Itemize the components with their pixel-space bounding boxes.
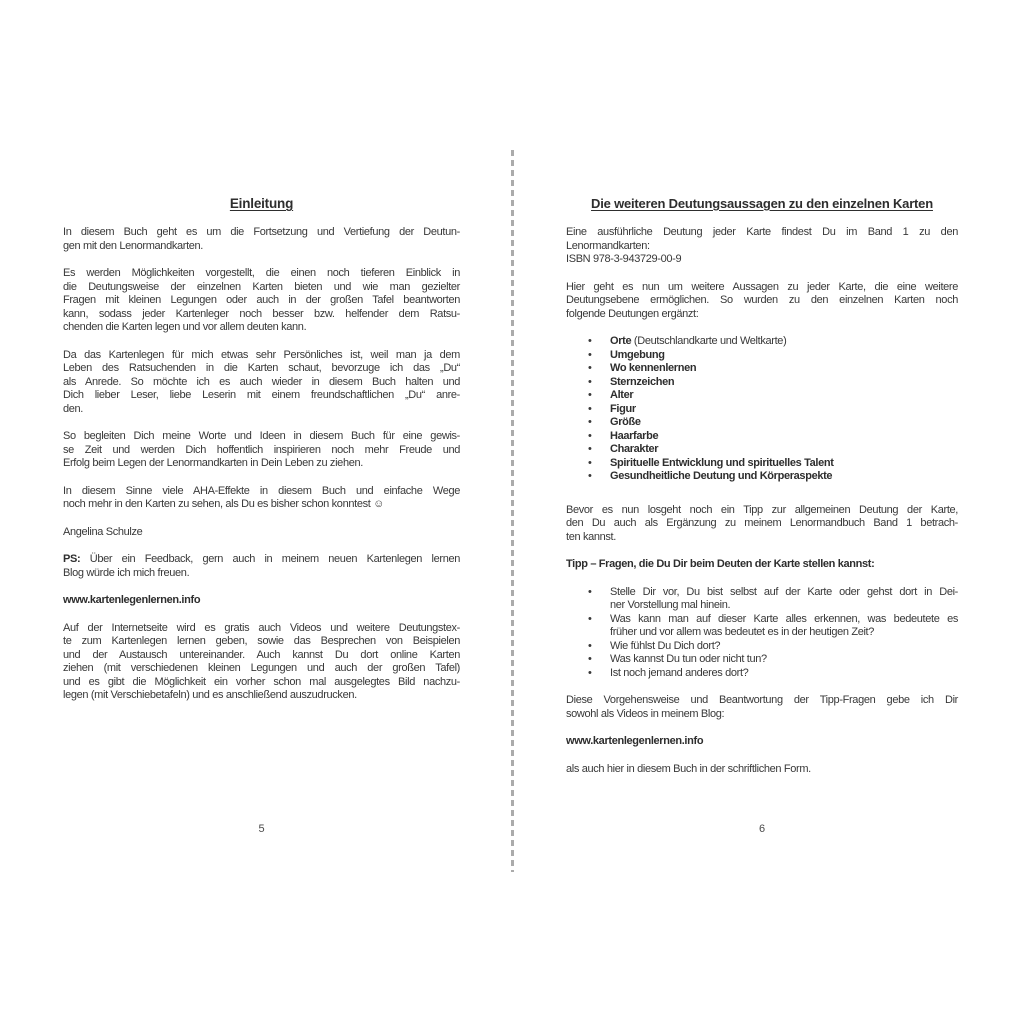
bullet-text	[610, 586, 958, 613]
paragraph	[566, 735, 958, 749]
bullet-icon: •	[588, 653, 592, 665]
bullet-item	[566, 376, 958, 390]
text-line: sowohl als Videos in meinem Blog:	[566, 707, 725, 720]
text-line: Diese Vorgehensweise und Beantwortung der Tipp-Fragen gebe ich Dir	[566, 694, 958, 706]
bullet-icon: •	[588, 389, 592, 401]
bullet-icon: •	[588, 429, 592, 442]
text-line: Auf der Internetseite wird es gratis auch Videos und weitere Deutungstex-	[63, 621, 460, 634]
bullet-text	[610, 457, 958, 471]
text-line: ISBN 978-3-943729-00-9	[566, 253, 682, 265]
paragraph	[63, 622, 460, 703]
text-line: legen (mit Verschiebetafeln) und es anschließend auszudrucken.	[63, 689, 357, 701]
text-line: Was kannst Du tun oder nicht tun?	[610, 653, 767, 665]
bullet-icon: •	[588, 416, 592, 428]
bullet-text	[610, 667, 958, 681]
bullet-item	[566, 335, 958, 349]
bullet-icon: •	[588, 585, 592, 598]
bullet-item	[566, 470, 958, 484]
text-line: den.	[63, 402, 84, 415]
paragraph	[63, 267, 460, 335]
text-line: te zum Kartenlegen lernen geben, sowie das Besprechen von Beispielen	[63, 635, 460, 647]
text-line: Lenormandkarten:	[566, 239, 650, 252]
paragraph	[63, 430, 460, 471]
bullet-icon: •	[588, 443, 592, 455]
page-left	[63, 196, 460, 916]
bullet-text	[610, 362, 958, 376]
bullet-item	[566, 362, 958, 376]
text-line: die Deutungsweise der einzelnen Karten bieten und wie man gezielter	[63, 280, 460, 293]
text-line: gen mit den Lenormandkarten.	[63, 239, 204, 252]
text-line: Gesundheitliche Deutung und Körperaspekte	[610, 470, 833, 482]
bullet-icon: •	[588, 666, 592, 679]
text-line: folgende Deutungen ergänzt:	[566, 307, 699, 320]
bullet-icon: •	[588, 470, 592, 482]
bullet-item	[566, 416, 958, 430]
text-line: Größe	[610, 416, 641, 428]
paragraph	[63, 526, 460, 540]
text-line: Dich lieber Leser, liebe Leserin mit einem freundschaftlichen „Du“ anre-	[63, 389, 460, 401]
text-line: früher und vor allem was bedeutet es in der heutigen Zeit?	[610, 626, 875, 638]
text-line: In diesem Buch geht es um die Fortsetzung und Vertiefung der Deutun-	[63, 226, 460, 238]
bullet-text	[610, 653, 958, 667]
bullet-item	[566, 389, 958, 403]
text-line: und es gibt die Möglichkeit ein vorher schon mal ausgelegtes Bild nachzu-	[63, 675, 460, 688]
bullet-icon: •	[588, 639, 592, 652]
text-line: ten kannst.	[566, 530, 616, 543]
paragraph	[63, 226, 460, 253]
text-line: Deutungsebene ermöglichen. So wurden zu den einzelnen Karten noch	[566, 294, 958, 306]
text-line: Orte (Deutschlandkarte und Weltkarte)	[610, 335, 787, 347]
text-line: Hier geht es nun um weitere Aussagen zu jeder Karte, die eine weitere	[566, 280, 958, 293]
bullet-text	[610, 443, 958, 457]
bullet-text	[610, 335, 958, 349]
text-line: PS: Über ein Feedback, gern auch in meinem neuen Kartenlegen lernen	[63, 553, 460, 565]
text-line: Leben des Ratsuchenden in die Karten schaut, bevorzuge ich das „Du“	[63, 362, 460, 374]
bullet-icon: •	[588, 335, 592, 347]
bullet-list	[566, 335, 958, 484]
bullet-item	[566, 667, 958, 681]
bullet-text	[610, 640, 958, 654]
paragraph	[566, 763, 958, 777]
paragraph	[566, 504, 958, 545]
paragraph	[63, 594, 460, 608]
paragraph	[566, 558, 958, 572]
bullet-item	[566, 586, 958, 613]
bullet-icon: •	[588, 362, 592, 374]
paragraph	[63, 349, 460, 417]
text-line: ziehen (mit verschiedenen kleinen Legungen und auch der großen Tafel)	[63, 662, 460, 674]
paragraph	[566, 226, 958, 267]
text-line: und der Austausch untereinander. Auch kannst Du dort online Karten	[63, 648, 460, 661]
bullet-list	[566, 586, 958, 681]
text-line: Was kann man auf dieser Karte alles erkennen, was bedeutete es	[610, 612, 958, 625]
paragraph	[566, 281, 958, 322]
text-line: Wo kennenlernen	[610, 362, 697, 374]
text-line: So begleiten Dich meine Worte und Ideen in diesem Buch für eine gewis-	[63, 430, 460, 442]
text-line: Es werden Möglichkeiten vorgestellt, die einen noch tieferen Einblick in	[63, 267, 460, 279]
text-line: se Zeit und werden Dich hoffentlich inspirieren noch mehr Freude und	[63, 443, 460, 456]
bullet-item	[566, 403, 958, 417]
bullet-text	[610, 470, 958, 484]
bullet-icon: •	[588, 375, 592, 388]
text-line: Figur	[610, 402, 636, 415]
right-page-number: 6	[758, 823, 766, 835]
text-line: ner Vorstellung mal hinein.	[610, 599, 731, 611]
text-line: Umgebung	[610, 348, 665, 361]
left-page-number: 5	[258, 823, 265, 835]
text-line: Eine ausführliche Deutung jeder Karte findest Du im Band 1 zu den	[566, 226, 958, 238]
bullet-icon: •	[588, 348, 592, 361]
text-line: kann, sodass jeder Kartenleger noch besser bzw. helfender dem Ratsu-	[63, 307, 460, 320]
bullet-item	[566, 613, 958, 640]
text-line: Haarfarbe	[610, 429, 659, 442]
paragraph	[63, 553, 460, 580]
bullet-icon: •	[588, 456, 592, 469]
text-line: Spirituelle Entwicklung und spirituelles Talent	[610, 456, 834, 469]
text-line: den Du auch als Ergänzung zu meinem Lenormandbuch Band 1 betrach-	[566, 517, 958, 529]
bullet-text	[610, 416, 958, 430]
page-right	[566, 196, 958, 916]
bullet-item	[566, 640, 958, 654]
text-line: Erfolg beim Legen der Lenormandkarten in Dein Leben zu ziehen.	[63, 457, 363, 469]
bullet-item	[566, 653, 958, 667]
text-line: noch mehr in den Karten zu sehen, als Du es bisher schon konntest ☺	[63, 498, 385, 510]
bullet-icon: •	[588, 402, 592, 415]
bullet-text	[610, 403, 958, 417]
text-line: www.kartenlegenlernen.info	[566, 735, 704, 747]
bullet-text	[610, 430, 958, 444]
bullet-item	[566, 443, 958, 457]
text-line: In diesem Sinne viele AHA-Effekte in diesem Buch und einfache Wege	[63, 484, 460, 497]
left-page-body	[63, 226, 460, 703]
text-line: Stelle Dir vor, Du bist selbst auf der Karte oder gehst dort in Dei-	[610, 585, 958, 598]
bullet-item	[566, 457, 958, 471]
bullet-item	[566, 430, 958, 444]
bullet-item	[566, 349, 958, 363]
bullet-text	[610, 349, 958, 363]
text-line: www.kartenlegenlernen.info	[63, 594, 201, 606]
text-line: Wie fühlst Du Dich dort?	[610, 639, 721, 652]
text-line: Sternzeichen	[610, 375, 675, 388]
bullet-icon: •	[588, 612, 592, 625]
text-line: Da das Kartenlegen für mich etwas sehr Persönliches ist, weil man ja dem	[63, 348, 460, 361]
text-line: Fragen mit kleinen Legungen oder auch in der großen Tafel beantworten	[63, 294, 460, 306]
paragraph	[566, 694, 958, 721]
text-line: Alter	[610, 389, 634, 401]
left-page-title: Einleitung	[229, 196, 294, 211]
text-line: chenden die Karten legen und vor allem deuten kann.	[63, 321, 307, 333]
bullet-text	[610, 389, 958, 403]
paragraph	[63, 485, 460, 512]
text-line: Tipp – Fragen, die Du Dir beim Deuten der Karte stellen kannst:	[566, 558, 875, 570]
text-line: Blog würde ich mich freuen.	[63, 566, 190, 579]
text-line: Charakter	[610, 443, 659, 455]
text-line: Bevor es nun losgeht noch ein Tipp zur allgemeinen Deutung der Karte,	[566, 503, 958, 516]
page-gutter-divider	[511, 150, 514, 872]
right-page-title: Die weiteren Deutungsaussagen zu den einzelnen Karten	[591, 196, 933, 211]
text-line: Ist noch jemand anderes dort?	[610, 666, 749, 679]
text-line: Angelina Schulze	[63, 525, 143, 538]
text-line: als auch hier in diesem Buch in der schriftlichen Form.	[566, 762, 811, 775]
bullet-text	[610, 376, 958, 390]
text-line: als Anrede. So möchte ich es auch wieder in diesem Buch halten und	[63, 375, 460, 388]
right-page-body	[566, 226, 958, 776]
bullet-text	[610, 613, 958, 640]
